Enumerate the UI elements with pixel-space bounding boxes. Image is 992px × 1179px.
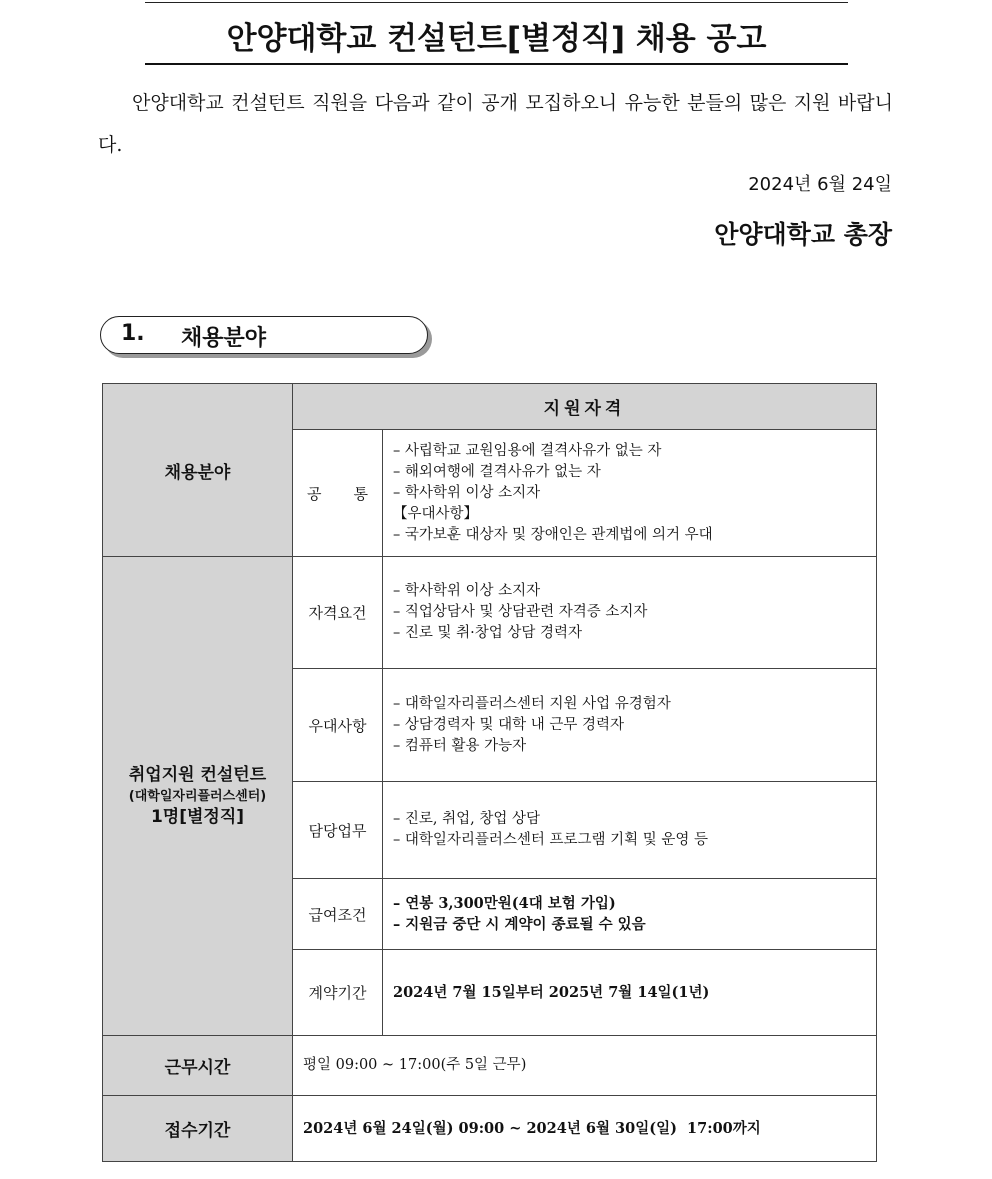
requirements-line: – 진로 및 취·창업 상담 경력자 (393, 625, 582, 641)
announcement-date: 2024년 6월 24일 (748, 174, 892, 195)
work-hours-label: 근무시간 (103, 1036, 293, 1096)
preferences-line: – 대학일자리플러스센터 지원 사업 유경험자 (393, 695, 671, 712)
signature: 안양대학교 총장 (714, 220, 892, 249)
duties-label: 담당업무 (293, 782, 383, 879)
requirements-line: – 직업상담사 및 상담관련 자격증 소지자 (393, 604, 648, 620)
header-qualification-label: 지원자격 (543, 399, 626, 419)
common-line: – 사립학교 교원임용에 결격사유가 없는 자 (393, 442, 662, 459)
common-label-cell (293, 430, 383, 557)
duties-line: – 대학일자리플러스센터 프로그램 기획 및 운영 등 (393, 832, 709, 848)
header-field-label: 채용분야 (164, 462, 231, 483)
document-title: 안양대학교 컨설턴트[별정직] 채용 공고 (226, 21, 767, 57)
contract-line: 2024년 7월 15일부터 2025년 7월 14일(1년) (393, 984, 710, 1001)
table-header-row (103, 384, 877, 430)
application-period-value: 2024년 6월 24일(월) 09:00 ~ 2024년 6월 30일(일) 17:00까지 (293, 1096, 877, 1162)
common-label-second: 통 (353, 484, 368, 503)
salary-line: – 지원금 중단 시 계약이 종료될 수 있음 (393, 916, 646, 933)
position-center: (대학일자리플러스센터) (128, 788, 267, 804)
preferences-line: – 컴퓨터 활용 가능자 (393, 737, 527, 754)
table-row-application-period (103, 1096, 877, 1162)
header-field-cell (103, 384, 293, 557)
table-row-requirements (103, 557, 877, 669)
intro-paragraph: 안양대학교 컨설턴트 직원을 다음과 같이 공개 모집하오니 유능한 분들의 많은 지원 바랍니다. (98, 92, 893, 156)
position-count: 1명[별정직] (150, 806, 245, 827)
header-qualification-cell (293, 384, 877, 430)
position-name: 취업지원 컨설턴트 (128, 764, 267, 785)
requirements-line: – 학사학위 이상 소지자 (393, 583, 541, 599)
section-number: 1. (121, 321, 145, 346)
contract-content (383, 950, 877, 1036)
duties-content (383, 782, 877, 879)
common-content-cell (383, 430, 877, 557)
preferences-line: – 상담경력자 및 대학 내 근무 경력자 (393, 716, 625, 733)
table-row-work-hours (103, 1036, 877, 1096)
title-frame (145, 2, 848, 65)
common-line: 【우대사항】 (393, 505, 479, 522)
preferences-label: 우대사항 (293, 669, 383, 782)
common-line: – 학사학위 이상 소지자 (393, 484, 541, 501)
recruitment-table (102, 383, 877, 1162)
section-title: 채용분야 (181, 326, 267, 351)
duties-line: – 진로, 취업, 창업 상담 (393, 811, 540, 827)
salary-label: 급여조건 (293, 879, 383, 950)
common-label-first: 공 (307, 484, 322, 503)
preferences-content (383, 669, 877, 782)
salary-content (383, 879, 877, 950)
requirements-content (383, 557, 877, 669)
application-period-label: 접수기간 (103, 1096, 293, 1162)
requirements-label: 자격요건 (293, 557, 383, 669)
salary-line: – 연봉 3,300만원(4대 보험 가입) (393, 895, 616, 912)
work-hours-value: 평일 09:00 ~ 17:00(주 5일 근무) (293, 1036, 877, 1096)
position-cell (103, 557, 293, 1036)
contract-label: 계약기간 (293, 950, 383, 1036)
section-heading (100, 316, 428, 354)
common-line: – 국가보훈 대상자 및 장애인은 관계법에 의거 우대 (393, 526, 713, 543)
common-line: – 해외여행에 결격사유가 없는 자 (393, 463, 601, 480)
